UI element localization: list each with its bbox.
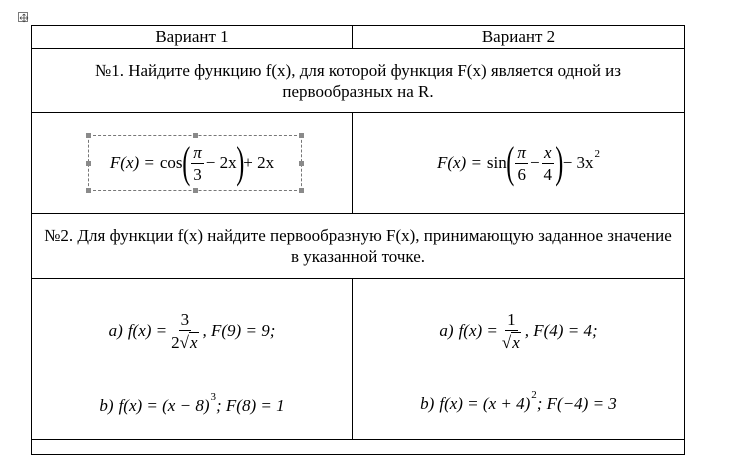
fraction-numerator: 3	[180, 310, 190, 329]
header-variant-1	[32, 26, 352, 48]
task-1-statement	[32, 49, 684, 112]
task-2-variant-2-a-formula[interactable]	[439, 310, 597, 352]
square-root	[180, 332, 199, 352]
formula-condition: ; F(−4) = 3	[536, 394, 617, 413]
resize-handle[interactable]	[86, 188, 91, 193]
radical-sign-icon: √	[179, 333, 189, 352]
denominator-coefficient: 2	[171, 333, 180, 352]
formula-condition: , F(9) = 9;	[202, 321, 276, 340]
fraction-denominator	[169, 331, 200, 352]
formula-condition: , F(4) = 4;	[524, 321, 598, 340]
item-label: b)	[99, 396, 114, 415]
task-2-variant-1-b-formula[interactable]	[99, 391, 285, 416]
formula-tail-term: + 2x	[243, 153, 275, 172]
item-label: b)	[420, 394, 435, 413]
assignment-table	[31, 25, 685, 455]
formula-function-name: sin	[486, 153, 507, 172]
left-paren: (	[181, 138, 190, 187]
fraction	[542, 143, 555, 184]
fraction-denominator	[500, 331, 523, 352]
fraction	[169, 310, 200, 352]
task-1-variant-2-formula-cell	[353, 113, 684, 213]
task-1-variant-2-formula[interactable]	[436, 138, 601, 187]
table-move-handle-icon[interactable]	[18, 12, 28, 22]
formula-exponent: 3	[210, 391, 216, 403]
fraction-numerator: π	[193, 142, 202, 162]
fraction-denominator: 4	[543, 164, 553, 184]
formula-exponent: 2	[594, 148, 601, 160]
item-label: а)	[439, 321, 454, 340]
formula-lhs: F(x) =	[436, 153, 482, 172]
task-2-variant-1-a-cell	[32, 301, 352, 361]
fraction-numerator: 1	[507, 310, 516, 329]
task-2-variant-1-b-cell	[32, 388, 352, 424]
resize-handle[interactable]	[299, 161, 304, 166]
formula-lhs: f(x) =	[127, 321, 168, 340]
right-paren: )	[555, 138, 564, 187]
formula-lhs: f(x) =	[458, 321, 498, 340]
formula-function-name: cos	[159, 153, 183, 172]
fraction	[500, 310, 523, 352]
task-2-text: №2. Для функции f(x) найдите первообразную F(x), принимающую заданное значение в указанной точке.	[44, 226, 672, 266]
item-label: а)	[108, 321, 123, 340]
formula-minus: −	[529, 153, 540, 172]
fraction-denominator: 6	[517, 164, 526, 184]
square-root	[502, 332, 521, 352]
fraction-numerator: π	[517, 142, 526, 162]
fraction	[515, 143, 528, 184]
header-variant-1-label: Вариант 1	[155, 27, 229, 46]
resize-handle[interactable]	[86, 161, 91, 166]
radicand: x	[512, 333, 520, 352]
resize-handle[interactable]	[86, 133, 91, 138]
task-1-text: №1. Найдите функцию f(x), для которой функция F(x) является одной из первообразных на R.	[95, 60, 621, 101]
row-divider	[32, 439, 684, 440]
formula-expression: f(x) = (x + 4)	[439, 394, 531, 413]
row-divider	[32, 278, 684, 279]
radical-sign-icon: √	[501, 333, 512, 352]
fraction-denominator: 3	[193, 164, 202, 184]
header-variant-2-label: Вариант 2	[481, 27, 556, 46]
right-paren: )	[235, 138, 244, 187]
radicand: x	[189, 333, 198, 352]
resize-handle[interactable]	[299, 133, 304, 138]
task-2-statement	[32, 214, 684, 278]
formula-lhs: F(x) =	[109, 153, 155, 172]
task-2-variant-2-a-cell	[353, 301, 684, 361]
formula-expression: f(x) = (x − 8)	[118, 396, 210, 415]
fraction-numerator: x	[544, 142, 552, 162]
formula-exponent: 2	[531, 389, 537, 401]
task-2-variant-2-b-cell	[353, 386, 684, 422]
resize-handle[interactable]	[193, 133, 198, 138]
task-2-variant-1-a-formula[interactable]	[109, 310, 276, 352]
formula-tail-term: − 3x	[562, 153, 594, 172]
resize-handle[interactable]	[193, 188, 198, 193]
formula-middle-term: − 2x	[205, 153, 237, 172]
resize-handle[interactable]	[299, 188, 304, 193]
formula-condition: ; F(8) = 1	[215, 396, 285, 415]
task-2-variant-2-b-formula[interactable]	[420, 389, 617, 414]
header-variant-2	[353, 26, 684, 48]
formula-selection-frame[interactable]	[88, 135, 302, 191]
left-paren: (	[506, 138, 515, 187]
